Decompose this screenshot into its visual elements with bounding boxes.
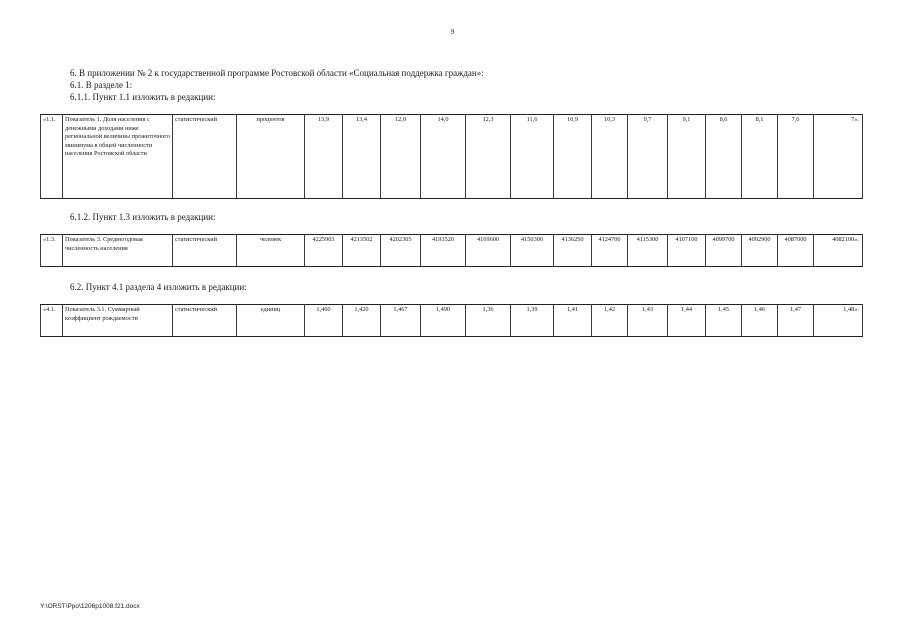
value-cell: 1,420 xyxy=(343,305,381,337)
value-cell: 1,39 xyxy=(511,305,554,337)
value-cell: 8,6 xyxy=(706,115,742,199)
value-cell: 1,42 xyxy=(592,305,628,337)
document-path-footer: Y:\ORST\Ppo\1206p1008.f21.docx xyxy=(40,603,140,610)
table-indicator-4-1 xyxy=(40,304,863,337)
indicator-name: Показатель 3.1. Суммарный коэффициент рождаемости xyxy=(63,305,173,337)
paragraph-6-1: 6.1. В разделе 1: xyxy=(70,80,133,90)
row-number: «4.1. xyxy=(41,305,63,337)
value-cell: 14,0 xyxy=(421,115,466,199)
value-cell: 12,3 xyxy=(466,115,511,199)
indicator-unit: единиц xyxy=(237,305,305,337)
value-cell: 9,7 xyxy=(628,115,668,199)
row-number: «1.1. xyxy=(41,115,63,199)
value-cell: 1,43 xyxy=(628,305,668,337)
value-cell: 1,490 xyxy=(421,305,466,337)
value-cell: 1,44 xyxy=(668,305,706,337)
indicator-unit: процентов xyxy=(237,115,305,199)
value-cell: 1,47 xyxy=(778,305,814,337)
value-cell: 4150300 xyxy=(511,235,554,267)
value-cell: 4087000 xyxy=(778,235,814,267)
value-cell: 7». xyxy=(814,115,863,199)
value-cell: 1,460 xyxy=(305,305,343,337)
value-cell: 4202305 xyxy=(381,235,421,267)
value-cell: 1,41 xyxy=(554,305,592,337)
value-cell: 4193520 xyxy=(421,235,466,267)
indicator-type: статистический xyxy=(173,305,237,337)
row-number: «1.3. xyxy=(41,235,63,267)
page-number: 9 xyxy=(450,28,455,36)
value-cell: 4213502 xyxy=(343,235,381,267)
indicator-type: статистический xyxy=(173,235,237,267)
value-cell: 1,48». xyxy=(814,305,863,337)
table-indicator-1-3 xyxy=(40,234,863,267)
value-cell: 4136250 xyxy=(554,235,592,267)
table-row xyxy=(41,235,863,267)
value-cell: 8,1 xyxy=(742,115,778,199)
value-cell: 1,36 xyxy=(466,305,511,337)
table-indicator-1-1 xyxy=(40,114,863,199)
value-cell: 4225903 xyxy=(305,235,343,267)
value-cell: 13,4 xyxy=(343,115,381,199)
value-cell: 1,467 xyxy=(381,305,421,337)
value-cell: 12,0 xyxy=(381,115,421,199)
table-row xyxy=(41,115,863,199)
table-row xyxy=(41,305,863,337)
indicator-name: Показатель 1. Доля населения с денежными доходами ниже региональной величины прожиточного минимума в общей численности населения Ростовской области xyxy=(63,115,173,199)
paragraph-6-1-1: 6.1.1. Пункт 1.1 изложить в редакции: xyxy=(70,92,216,102)
value-cell: 13,9 xyxy=(305,115,343,199)
value-cell: 1,45 xyxy=(706,305,742,337)
value-cell: 4092900 xyxy=(742,235,778,267)
paragraph-6: 6. В приложении № 2 к государственной программе Ростовской области «Социальная поддержка граждан»: xyxy=(70,68,484,78)
value-cell: 4107100 xyxy=(668,235,706,267)
value-cell: 4115300 xyxy=(628,235,668,267)
value-cell: 11,6 xyxy=(511,115,554,199)
value-cell: 4124700 xyxy=(592,235,628,267)
value-cell: 4169600 xyxy=(466,235,511,267)
value-cell: 7,6 xyxy=(778,115,814,199)
paragraph-6-1-2: 6.1.2. Пункт 1.3 изложить в редакции: xyxy=(70,212,216,222)
value-cell: 9,1 xyxy=(668,115,706,199)
value-cell: 10,9 xyxy=(554,115,592,199)
indicator-type: статистический xyxy=(173,115,237,199)
value-cell: 4099700 xyxy=(706,235,742,267)
indicator-unit: человек xyxy=(237,235,305,267)
value-cell: 1,46 xyxy=(742,305,778,337)
value-cell: 4082100». xyxy=(814,235,863,267)
indicator-name: Показатель 3. Среднегодовая численность населения xyxy=(63,235,173,267)
paragraph-6-2: 6.2. Пункт 4.1 раздела 4 изложить в редакции: xyxy=(70,282,247,292)
value-cell: 10,3 xyxy=(592,115,628,199)
